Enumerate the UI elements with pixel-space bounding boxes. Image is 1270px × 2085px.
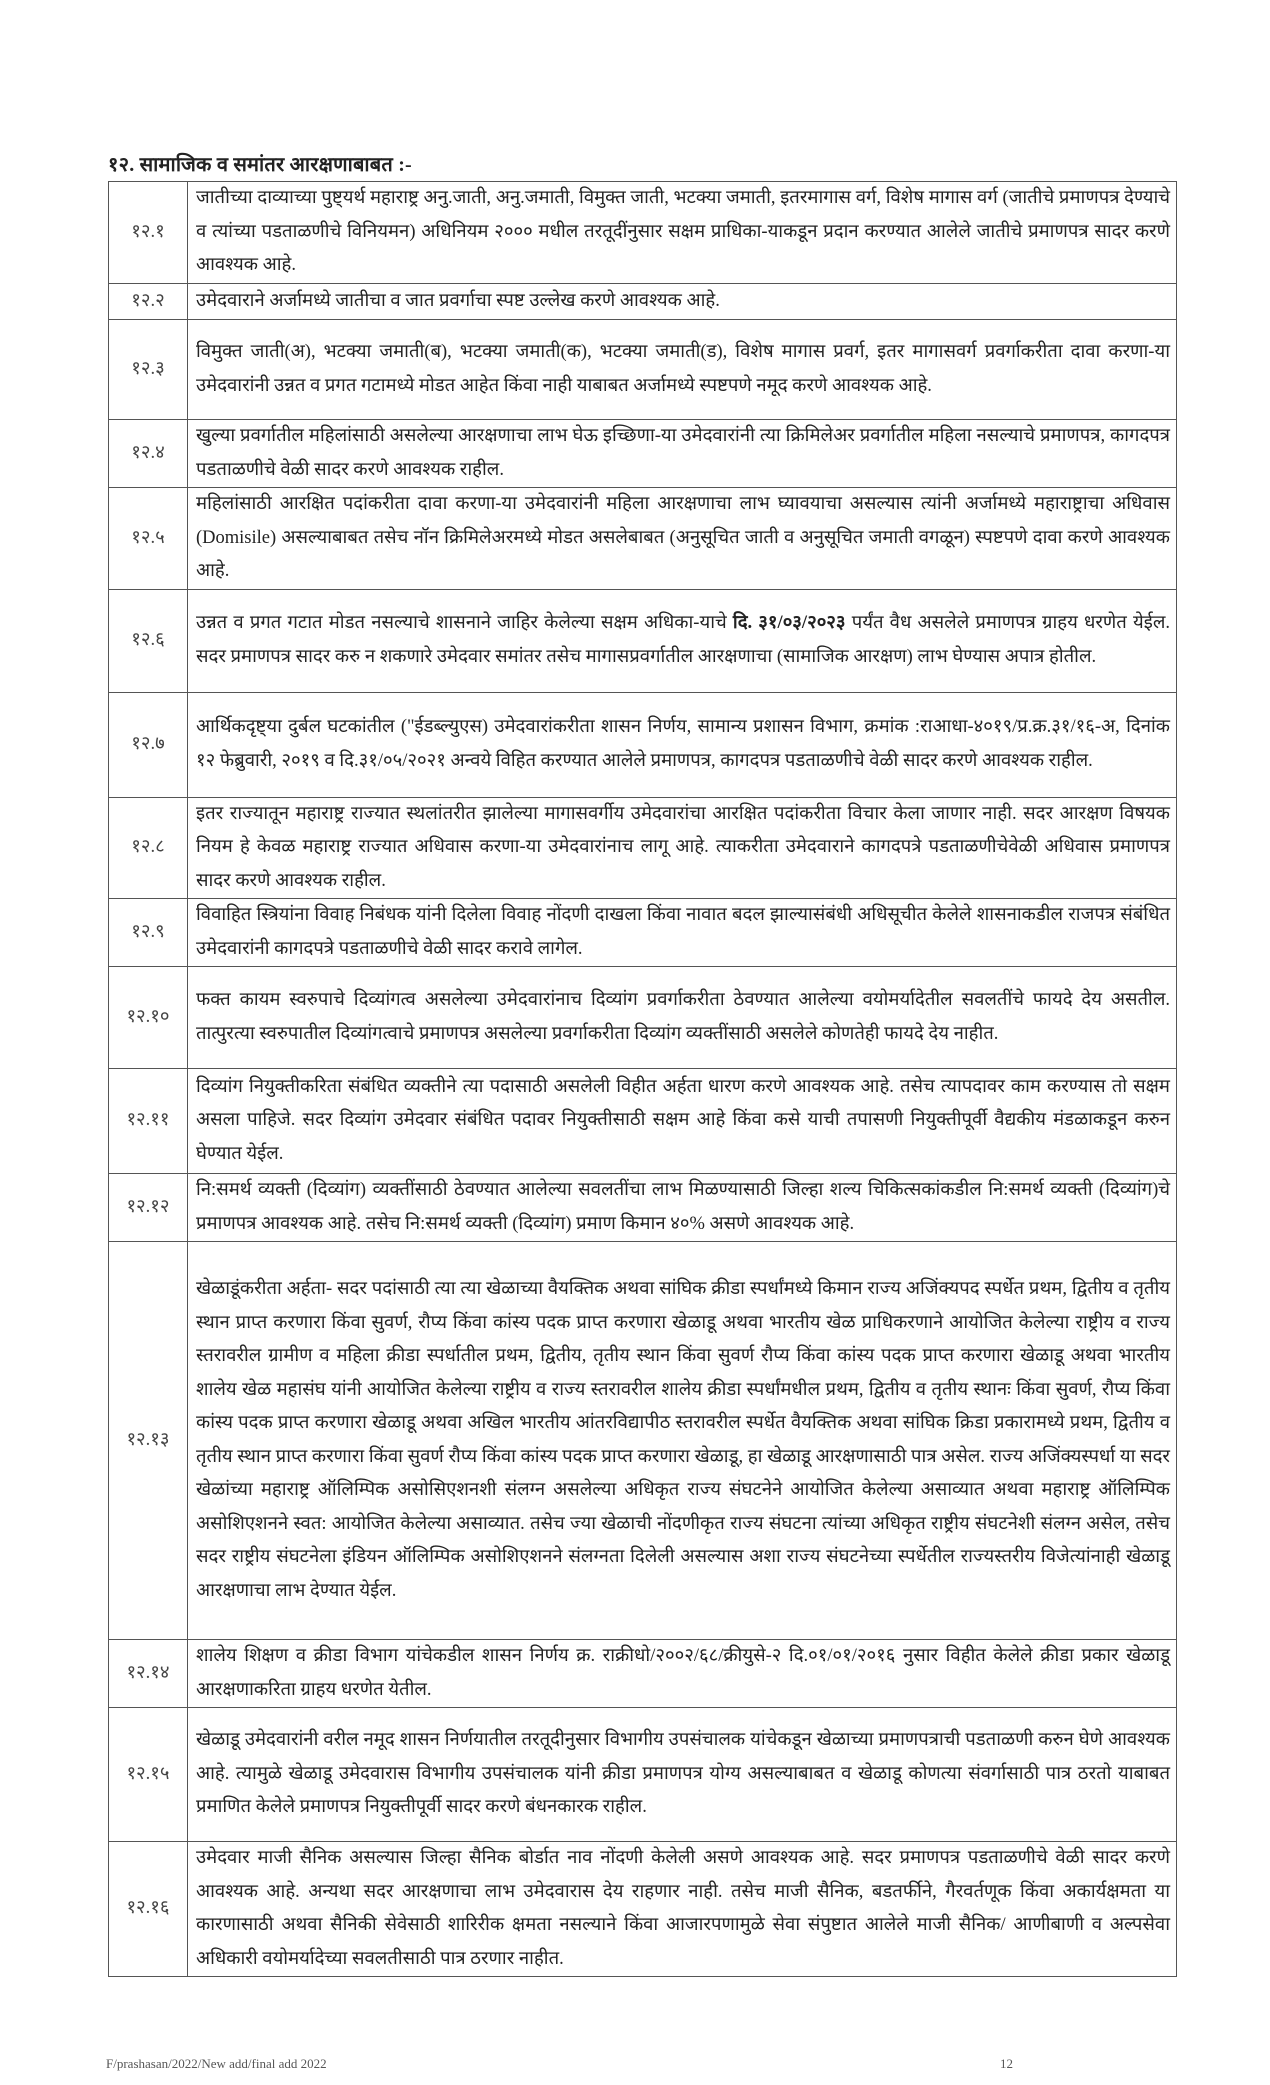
clause-text: उमेदवाराने अर्जामध्ये जातीचा व जात प्रवर्गाचा स्पष्ट उल्लेख करणे आवश्यक आहे. bbox=[188, 283, 1177, 320]
clause-row bbox=[109, 797, 1177, 899]
clause-text: उमेदवार माजी सैनिक असल्यास जिल्हा सैनिक बोर्डात नाव नोंदणी केलेली असणे आवश्यक आहे. सदर प्रमाणपत्र पडताळणीचे वेळी सादर करणे आवश्यक आहे. अन्यथा सदर आरक्षणाचा लाभ उमेदवारास देय राहणार नाही. तसेच माजी सैनिक, बडतर्फीने, गैरवर्तणूक किंवा अकार्यक्षमता या कारणासाठी अथवा सैनिकी सेवेसाठी शारिरीक क्षमता नसल्याने किंवा आजारपणामुळे सेवा संपुष्टात आलेले माजी सैनिक/ आणीबाणी व अल्पसेवा अधिकारी वयोमर्यादेच्या सवलतीसाठी पात्र ठरणार नाहीत. bbox=[188, 1842, 1177, 1977]
clause-number: १२.७ bbox=[109, 692, 188, 797]
clause-text: दिव्यांग नियुक्तीकरिता संबंधित व्यक्तीने त्या पदासाठी असलेली विहीत अर्हता धारण करणे आवश्यक आहे. तसेच त्यापदावर काम करण्यास तो सक्षम असला पाहिजे. सदर दिव्यांग उमेदवार संबंधित पदावर नियुक्तीसाठी सक्षम आहे किंवा कसे याची तपासणी नियुक्तीपूर्वी वैद्यकीय मंडळाकडून करुन घेण्यात येईल. bbox=[188, 1069, 1177, 1174]
clause-row bbox=[109, 1174, 1177, 1242]
clause-number: १२.१ bbox=[109, 182, 188, 284]
clause-text: जातीच्या दाव्याच्या पुष्ट्यर्थ महाराष्ट्र अनु.जाती, अनु.जमाती, विमुक्त जाती, भटक्या जमाती, इतरमागास वर्ग, विशेष मागास वर्ग (जातीचे प्रमाणपत्र देण्याचे व त्यांच्या पडताळणीचे विनियमन) अधिनियम २००० मधील तरतूदींनुसार सक्षम प्राधिका-याकडून प्रदान करण्यात आलेले जातीचे प्रमाणपत्र सादर करणे आवश्यक आहे. bbox=[188, 182, 1177, 284]
footer-file-path: F/prashasan/2022/New add/final add 2022 bbox=[106, 2056, 327, 2071]
clause-row bbox=[109, 320, 1177, 420]
clause-row bbox=[109, 420, 1177, 488]
clause-text bbox=[188, 589, 1177, 692]
clause-row bbox=[109, 967, 1177, 1069]
clause-number: १२.९ bbox=[109, 899, 188, 967]
clause-number: १२.१६ bbox=[109, 1842, 188, 1977]
clause-row bbox=[109, 1069, 1177, 1174]
clause-row bbox=[109, 1242, 1177, 1640]
clause-text: खुल्या प्रवर्गातील महिलांसाठी असलेल्या आरक्षणाचा लाभ घेऊ इच्छिणा-या उमेदवारांनी त्या क्रिमिलेअर प्रवर्गातील महिला नसल्याचे प्रमाणपत्र, कागदपत्र पडताळणीचे वेळी सादर करणे आवश्यक राहील. bbox=[188, 420, 1177, 488]
clause-row bbox=[109, 1640, 1177, 1708]
clause-number: १२.४ bbox=[109, 420, 188, 488]
clause-number: १२.१० bbox=[109, 967, 188, 1069]
clause-number: १२.१३ bbox=[109, 1242, 188, 1640]
clause-number: १२.११ bbox=[109, 1069, 188, 1174]
clause-text: खेळाडूंकरीता अर्हता- सदर पदांसाठी त्या त्या खेळाच्या वैयक्तिक अथवा सांघिक क्रीडा स्पर्धांमध्ये किमान राज्य अजिंक्यपद स्पर्धेत प्रथम, द्वितीय व तृतीय स्थान प्राप्त करणारा किंवा सुवर्ण, रौप्य किंवा कांस्य पदक प्राप्त करणारा खेळाडू अथवा भारतीय खेळ प्राधिकरणाने आयोजित केलेल्या राष्ट्रीय व राज्य स्तरावरील ग्रामीण व महिला क्रीडा स्पर्धातील प्रथम, द्वितीय, तृतीय स्थान किंवा सुवर्ण रौप्य किंवा कांस्य पदक प्राप्त करणारा खेळाडू अथवा भारतीय शालेय खेळ महासंघ यांनी आयोजित केलेल्या राष्ट्रीय व राज्य स्तरावरील शालेय क्रीडा स्पर्धांमधील प्रथम, द्वितीय व तृतीय स्थानः किंवा सुवर्ण, रौप्य किंवा कांस्य पदक प्राप्त करणारा खेळाडू अथवा अखिल भारतीय आंतरविद्यापीठ स्तरावरील स्पर्धेत वैयक्तिक अथवा सांघिक क्रिडा प्रकारामध्ये प्रथम, द्वितीय व तृतीय स्थान प्राप्त करणारा किंवा सुवर्ण रौप्य किंवा कांस्य पदक प्राप्त करणारा खेळाडू, हा खेळाडू आरक्षणासाठी पात्र असेल. राज्य अजिंक्यस्पर्धा या सदर खेळांच्या महाराष्ट्र ऑलिम्पिक असोसिएशनशी संलग्न असलेल्या अधिकृत राज्य संघटनेने आयोजित केलेल्या असाव्यात अथवा महाराष्ट्र ऑलिम्पिक असोशिएशनने स्वत: आयोजित केलेल्या असाव्यात. तसेच ज्या खेळाची नोंदणीकृत राज्य संघटना त्यांच्या अधिकृत राष्ट्रीय संघटनेशी संलग्न असेल, तसेच सदर राष्ट्रीय संघटनेला इंडियन ऑलिम्पिक असोशिएशनने संलग्नता दिलेली असल्यास अशा राज्य संघटनेच्या स्पर्धेतील राज्यस्तरीय विजेत्यांनाही खेळाडू आरक्षणाचा लाभ देण्यात येईल. bbox=[188, 1242, 1177, 1640]
clause-number: १२.८ bbox=[109, 797, 188, 899]
clause-row bbox=[109, 589, 1177, 692]
clause-row bbox=[109, 283, 1177, 320]
clause-row bbox=[109, 1708, 1177, 1842]
clause-text: नि:समर्थ व्यक्ती (दिव्यांग) व्यक्तींसाठी ठेवण्यात आलेल्या सवलतींचा लाभ मिळण्यासाठी जिल्हा शल्य चिकित्सकांकडील नि:समर्थ व्यक्ती (दिव्यांग)चे प्रमाणपत्र आवश्यक आहे. तसेच नि:समर्थ व्यक्ती (दिव्यांग) प्रमाण किमान ४०% असणे आवश्यक आहे. bbox=[188, 1174, 1177, 1242]
clause-text: फक्त कायम स्वरुपाचे दिव्यांगत्व असलेल्या उमेदवारांनाच दिव्यांग प्रवर्गाकरीता ठेवण्यात आलेल्या वयोमर्यादेतील सवलतींचे फायदे देय असतील. तात्पुरत्या स्वरुपातील दिव्यांगत्वाचे प्रमाणपत्र असलेल्या प्रवर्गाकरीता दिव्यांग व्यक्तींसाठी असलेले कोणतेही फायदे देय नाहीत. bbox=[188, 967, 1177, 1069]
clause-text-end: पर्यंत वैध असलेले प्रमाणपत्र ग्राहय धरणेत येईल. सदर प्रमाणपत्र सादर करु न शकणारे उमेदवार समांतर तसेच मागासप्रवर्गातील आरक्षणाचा (सामाजिक आरक्षण) लाभ घेण्यास अपात्र होतील. bbox=[196, 613, 1171, 667]
clause-text: विवाहित स्त्रियांना विवाह निबंधक यांनी दिलेला विवाह नोंदणी दाखला किंवा नावात बदल झाल्यासंबंधी अधिसूचीत केलेले शासनाकडील राजपत्र संबंधित उमेदवारांनी कागदपत्रे पडताळणीचे वेळी सादर करावे लागेल. bbox=[188, 899, 1177, 967]
reservation-clauses-table bbox=[108, 181, 1177, 1977]
clause-text: विमुक्त जाती(अ), भटक्या जमाती(ब), भटक्या जमाती(क), भटक्या जमाती(ड), विशेष मागास प्रवर्ग, इतर मागासवर्ग प्रवर्गाकरीता दावा करणा-या उमेदवारांनी उन्नत व प्रगत गटामध्ये मोडत आहेत किंवा नाही याबाबत अर्जामध्ये स्पष्टपणे नमूद करणे आवश्यक आहे. bbox=[188, 320, 1177, 420]
clause-number: १२.६ bbox=[109, 589, 188, 692]
clause-row bbox=[109, 488, 1177, 590]
clause-row bbox=[109, 182, 1177, 284]
page-number: 12 bbox=[1000, 2056, 1013, 2071]
section-heading: १२. सामाजिक व समांतर आरक्षणाबाबत :- bbox=[108, 154, 412, 176]
clause-row bbox=[109, 1842, 1177, 1977]
clause-row bbox=[109, 692, 1177, 797]
clause-text: शालेय शिक्षण व क्रीडा विभाग यांचेकडील शासन निर्णय क्र. राक्रीधो/२००२/६८/क्रीयुसे-२ दि.०१/०१/२०१६ नुसार विहीत केलेले क्रीडा प्रकार खेळाडू आरक्षणाकरिता ग्राहय धरणेत येतील. bbox=[188, 1640, 1177, 1708]
clause-number: १२.१५ bbox=[109, 1708, 188, 1842]
clause-text: आर्थिकदृष्ट्या दुर्बल घटकांतील ("ईडब्ल्युएस) उमेदवारांकरीता शासन निर्णय, सामान्य प्रशासन विभाग, क्रमांक :राआधा-४०१९/प्र.क्र.३१/१६-अ, दिनांक १२ फेब्रुवारी, २०१९ व दि.३१/०५/२०२१ अन्वये विहित करण्यात आलेले प्रमाणपत्र, कागदपत्र पडताळणीचे वेळी सादर करणे आवश्यक राहील. bbox=[188, 692, 1177, 797]
clause-number: १२.२ bbox=[109, 283, 188, 320]
clause-number: १२.१४ bbox=[109, 1640, 188, 1708]
clause-text: खेळाडू उमेदवारांनी वरील नमूद शासन निर्णयातील तरतूदीनुसार विभागीय उपसंचालक यांचेकडून खेळाच्या प्रमाणपत्राची पडताळणी करुन घेणे आवश्यक आहे. त्यामुळे खेळाडू उमेदवारास विभागीय उपसंचालक यांनी क्रीडा प्रमाणपत्र योग्य असल्याबाबत व खेळाडू कोणत्या संवर्गासाठी पात्र ठरतो याबाबत प्रमाणित केलेले प्रमाणपत्र नियुक्तीपूर्वी सादर करणे बंधनकारक राहील. bbox=[188, 1708, 1177, 1842]
clause-number: १२.३ bbox=[109, 320, 188, 420]
clause-row bbox=[109, 899, 1177, 967]
validity-date: दि. ३१/०३/२०२३ bbox=[732, 613, 846, 633]
clause-number: १२.१२ bbox=[109, 1174, 188, 1242]
clause-number: १२.५ bbox=[109, 488, 188, 590]
clause-text-start: उन्नत व प्रगत गटात मोडत नसल्याचे शासनाने जाहिर केलेल्या सक्षम अधिका-याचे bbox=[196, 613, 733, 633]
clause-text: इतर राज्यातून महाराष्ट्र राज्यात स्थलांतरीत झालेल्या मागासवर्गीय उमेदवारांचा आरक्षित पदांकरीता विचार केला जाणार नाही. सदर आरक्षण विषयक नियम हे केवळ महाराष्ट्र राज्यात अधिवास करणा-या उमेदवारांनाच लागू आहे. त्याकरीता उमेदवाराने कागदपत्रे पडताळणीचेवेळी अधिवास प्रमाणपत्र सादर करणे आवश्यक राहील. bbox=[188, 797, 1177, 899]
clause-text: महिलांसाठी आरक्षित पदांकरीता दावा करणा-या उमेदवारांनी महिला आरक्षणाचा लाभ घ्यावयाचा असल्यास त्यांनी अर्जामध्ये महाराष्ट्राचा अधिवास (Domisile) असल्याबाबत तसेच नॉन क्रिमिलेअरमध्ये मोडत असलेबाबत (अनुसूचित जाती व अनुसूचित जमाती वगळून) स्पष्टपणे दावा करणे आवश्यक आहे. bbox=[188, 488, 1177, 590]
